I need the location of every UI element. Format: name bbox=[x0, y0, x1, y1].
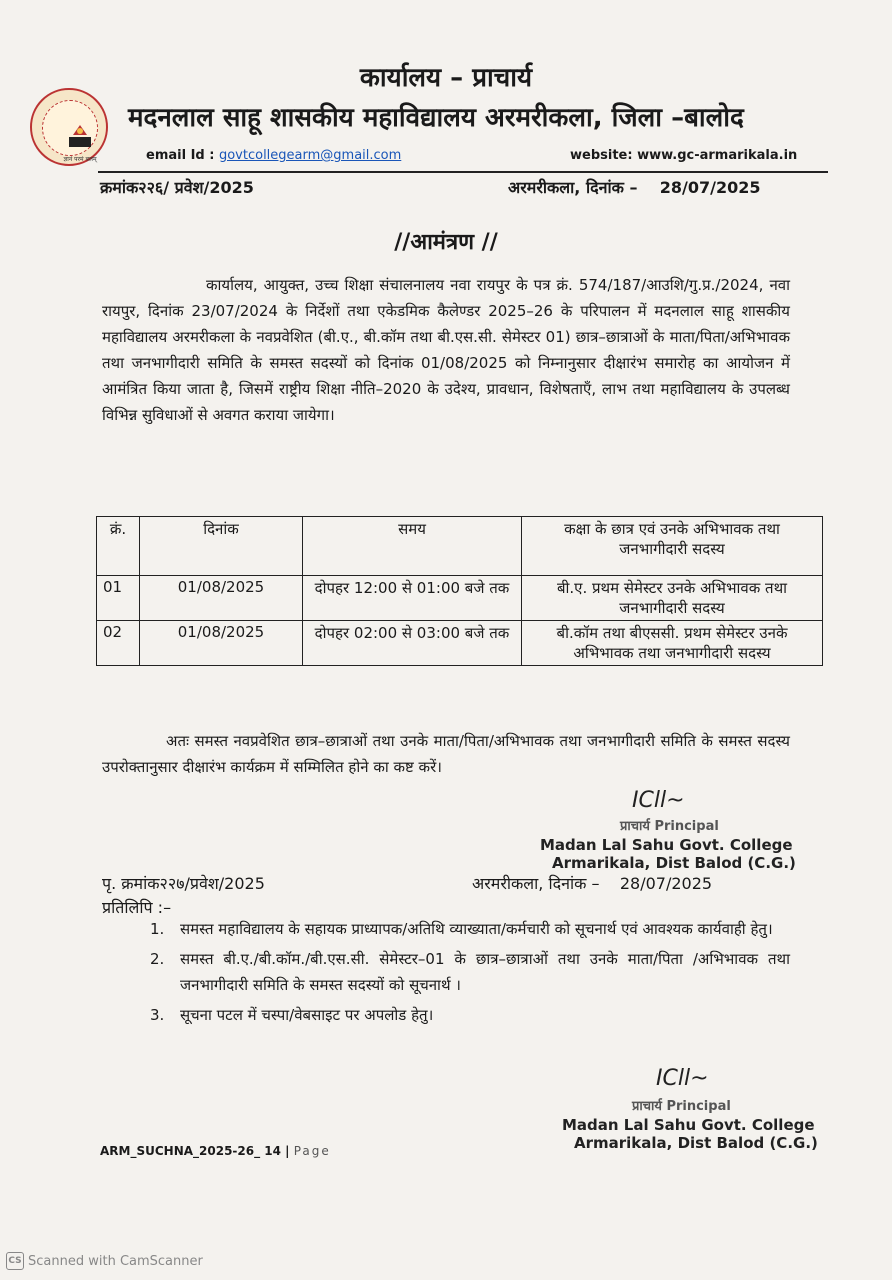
signature-mark: ICll~ bbox=[656, 1066, 709, 1091]
order-date: अरमरीकला, दिनांक – 28/07/2025 bbox=[508, 178, 761, 197]
table-row bbox=[97, 621, 823, 666]
principal-stamp bbox=[540, 818, 800, 872]
list-item: 1. समस्त महाविद्यालय के सहायक प्राध्यापक/अतिथि व्याख्याता/कर्मचारी को सूचनार्थ एवं आवश्यक कार्यवाही हेतु। bbox=[150, 920, 773, 938]
watermark-text: Scanned with CamScanner bbox=[28, 1253, 203, 1269]
list-item: 3. सूचना पटल में चस्पा/वेबसाइट पर अपलोड हेतु। bbox=[150, 1006, 434, 1024]
table-cell: दोपहर 12:00 से 01:00 बजे तक bbox=[303, 576, 522, 621]
document-title: //आमंत्रण // bbox=[394, 230, 498, 255]
office-heading: कार्यालय – प्राचार्य bbox=[359, 63, 533, 93]
table-cell: बी.कॉम तथा बीएससी. प्रथम सेमेस्टर उनके अभिभावक तथा जनभागीदारी सदस्य bbox=[522, 621, 823, 666]
table-cell: 01/08/2025 bbox=[140, 576, 303, 621]
footer-page: Page bbox=[293, 1144, 331, 1158]
stamp-line: Armarikala, Dist Balod (C.G.) bbox=[552, 854, 796, 872]
email-label: email Id : bbox=[146, 148, 219, 163]
body-paragraph bbox=[102, 272, 790, 428]
copy-ref: पृ. क्रमांक२२७/प्रवेश/2025 bbox=[102, 874, 265, 893]
stamp-line: Madan Lal Sahu Govt. College bbox=[540, 836, 793, 854]
schedule-table bbox=[96, 516, 823, 666]
copy-date: अरमरीकला, दिनांक – 28/07/2025 bbox=[472, 874, 713, 893]
body-text: कार्यालय, आयुक्त, उच्च शिक्षा संचालनालय नवा रायपुर के पत्र क्रं. 574/187/आउशि/गु.प्र./2024, नवा रायपुर, दिनांक 23/07/2024 के निर्देशों तथा एकेडमिक कैलेण्डर 2025–26 के परिपालन में मदनलाल साहू शासकीय महाविद्यालय अरमरीकला के नवप्रवेशित (बी.ए., बी.कॉम तथा बी.एस.सी. सेमेस्टर 01) छात्र–छात्राओं के माता/पिता/अभिभावक तथा जनभागीदारी समिति के समस्त सदस्यों को दिनांक 01/08/2025 को निम्नानुसार दीक्षारंभ समारोह का आयोजन में आमंत्रित किया जाता है, जिसमें राष्ट्रीय शिक्षा नीति–2020 के उदेश्य, प्रावधान, विशेषताऍं, लाभ तथा महाविद्यालय के उपलब्ध विभिन्न सुविधाओं से अवगत कराया जायेगा। bbox=[102, 276, 790, 424]
table-cell: दोपहर 02:00 से 03:00 बजे तक bbox=[303, 621, 522, 666]
table-row bbox=[97, 576, 823, 621]
email-link[interactable]: govtcollegearm@gmail.com bbox=[218, 148, 402, 163]
camscanner-icon: CS bbox=[6, 1252, 24, 1270]
table-header-row bbox=[97, 517, 823, 576]
header-cell: कक्षा के छात्र एवं उनके अभिभावक तथा जनभागीदारी सदस्य bbox=[522, 517, 823, 576]
email-line bbox=[146, 148, 401, 163]
header-cell: समय bbox=[303, 517, 522, 576]
header-cell: दिनांक bbox=[140, 517, 303, 576]
principal-stamp bbox=[562, 1098, 822, 1152]
header-cell: क्रं. bbox=[97, 517, 140, 576]
page-footer bbox=[100, 1144, 331, 1158]
table-cell: बी.ए. प्रथम सेमेस्टर उनके अभिभावक तथा जनभागीदारी सदस्य bbox=[522, 576, 823, 621]
college-logo bbox=[30, 88, 108, 166]
stamp-title: प्राचार्य Principal bbox=[632, 1099, 731, 1114]
header-divider bbox=[98, 171, 828, 173]
order-ref: क्रमांक२२६/ प्रवेश/2025 bbox=[100, 178, 254, 197]
logo-motto: ज्ञानं परमं बलम् bbox=[63, 156, 97, 163]
closing-text: अतः समस्त नवप्रवेशित छात्र–छात्राओं तथा उनके माता/पिता/अभिभावक तथा जनभागीदारी समिति के समस्त सदस्य उपरोक्तानुसार दीक्षारंभ कार्यक्रम में सम्मिलित होने का कष्ट करें। bbox=[102, 732, 790, 776]
copy-label: प्रतिलिपि :– bbox=[102, 898, 172, 917]
footer-code: ARM_SUCHNA_2025-26_ 14 | bbox=[100, 1144, 294, 1158]
stamp-line: Madan Lal Sahu Govt. College bbox=[562, 1116, 815, 1134]
table-cell: 02 bbox=[97, 621, 140, 666]
college-name: मदनलाल साहू शासकीय महाविद्यालय अरमरीकला, जिला –बालोद bbox=[128, 103, 744, 133]
list-item: 2. समस्त बी.ए./बी.कॉम./बी.एस.सी. सेमेस्टर–01 के छात्र–छात्राओं तथा उनके माता/पिता /अभिभावक तथा जनभागीदारी समिति के समस्त सदस्यों को सूचनार्थ । bbox=[150, 950, 790, 994]
signature-mark: ICll~ bbox=[632, 788, 685, 813]
copy-list bbox=[150, 916, 790, 1032]
table-cell: 01 bbox=[97, 576, 140, 621]
closing-paragraph bbox=[102, 728, 790, 780]
stamp-title: प्राचार्य Principal bbox=[620, 819, 719, 834]
table-cell: 01/08/2025 bbox=[140, 621, 303, 666]
website-line: website: www.gc-armarikala.in bbox=[570, 148, 798, 163]
stamp-line: Armarikala, Dist Balod (C.G.) bbox=[574, 1134, 818, 1152]
camscanner-watermark bbox=[6, 1252, 203, 1270]
book-emblem-icon bbox=[67, 123, 93, 151]
